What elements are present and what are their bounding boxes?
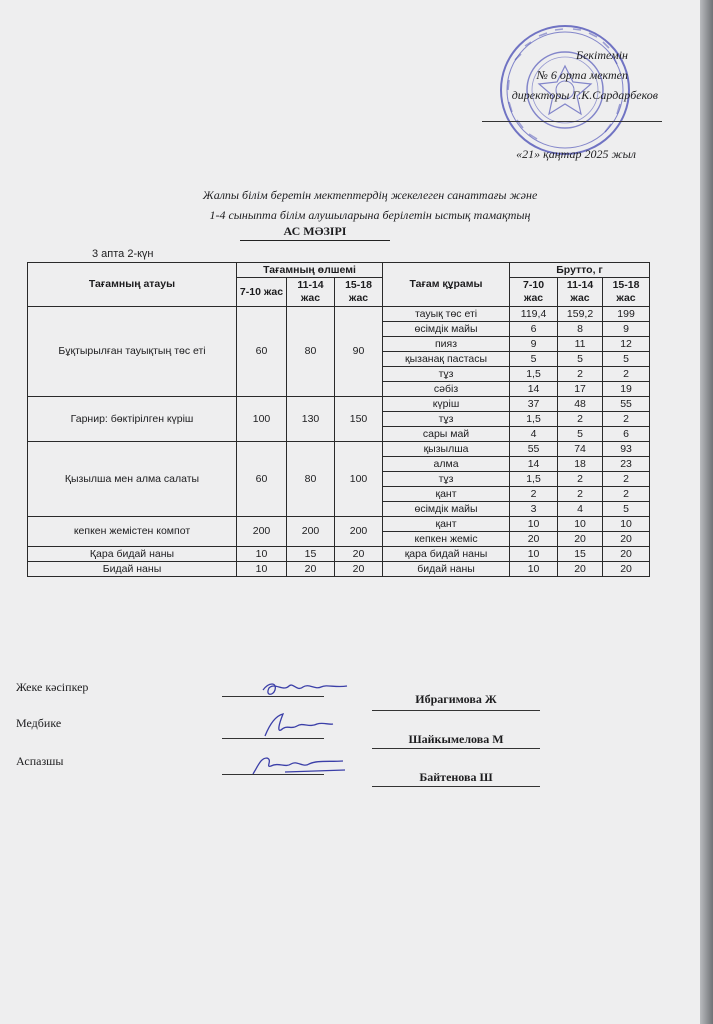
portion-11-14-cell: 130: [287, 397, 335, 442]
gross-11-14-cell: 8: [558, 322, 603, 337]
ingredient-cell: тұз: [383, 472, 510, 487]
gross-15-18-cell: 55: [603, 397, 650, 412]
gross-7-10-cell: 119,4: [510, 307, 558, 322]
handwritten-signature-1: [225, 678, 350, 702]
ingredient-cell: пияз: [383, 337, 510, 352]
gross-11-14-cell: 74: [558, 442, 603, 457]
header-gross-age-11-14: 11-14 жас: [558, 278, 603, 307]
gross-15-18-cell: 93: [603, 442, 650, 457]
signature-name-cook: Байтенова Ш: [419, 770, 493, 784]
gross-15-18-cell: 20: [603, 562, 650, 577]
gross-15-18-cell: 2: [603, 367, 650, 382]
signature-line-2: [222, 738, 324, 739]
gross-11-14-cell: 48: [558, 397, 603, 412]
ingredient-cell: күріш: [383, 397, 510, 412]
portion-11-14-cell: 80: [287, 442, 335, 517]
gross-15-18-cell: 199: [603, 307, 650, 322]
dish-name-cell: Бұқтырылған тауықтың төс еті: [28, 307, 237, 397]
ingredient-cell: тұз: [383, 367, 510, 382]
gross-7-10-cell: 10: [510, 547, 558, 562]
gross-11-14-cell: 2: [558, 412, 603, 427]
gross-11-14-cell: 20: [558, 532, 603, 547]
signature-role-cook: Аспазшы: [16, 754, 64, 768]
portion-15-18-cell: 150: [335, 397, 383, 442]
ingredient-cell: өсімдік майы: [383, 322, 510, 337]
portion-15-18-cell: 100: [335, 442, 383, 517]
gross-7-10-cell: 1,5: [510, 472, 558, 487]
ingredient-cell: қызылша: [383, 442, 510, 457]
gross-15-18-cell: 23: [603, 457, 650, 472]
ingredient-cell: өсімдік майы: [383, 502, 510, 517]
portion-11-14-cell: 20: [287, 562, 335, 577]
header-age-11-14: 11-14 жас: [287, 278, 335, 307]
gross-11-14-cell: 5: [558, 352, 603, 367]
menu-table-body: [28, 307, 650, 577]
gross-15-18-cell: 9: [603, 322, 650, 337]
gross-15-18-cell: 2: [603, 472, 650, 487]
gross-7-10-cell: 10: [510, 562, 558, 577]
menu-table: [27, 262, 650, 577]
approval-school: № 6 орта мектеп: [536, 68, 628, 82]
handwritten-signature-3: [225, 752, 350, 780]
gross-11-14-cell: 15: [558, 547, 603, 562]
ingredient-cell: бидай наны: [383, 562, 510, 577]
ingredient-cell: кепкен жеміс: [383, 532, 510, 547]
table-row: [28, 307, 650, 322]
ingredient-cell: қызанақ пастасы: [383, 352, 510, 367]
portion-7-10-cell: 10: [237, 562, 287, 577]
portion-7-10-cell: 10: [237, 547, 287, 562]
signature-line-1: [222, 696, 324, 697]
header-gross-age-15-18: 15-18 жас: [603, 278, 650, 307]
gross-11-14-cell: 18: [558, 457, 603, 472]
gross-15-18-cell: 20: [603, 547, 650, 562]
heading-line-2: 1-4 сыныпта білім алушыларына берілетін ыстық тамақтың: [209, 208, 531, 222]
dish-name-cell: кепкен жемістен компот: [28, 517, 237, 547]
heading-line-1: Жалпы білім беретін мектептердің жекелеген санаттағы және: [202, 188, 538, 202]
gross-15-18-cell: 2: [603, 487, 650, 502]
gross-7-10-cell: 1,5: [510, 412, 558, 427]
header-composition: Тағам құрамы: [383, 263, 510, 307]
gross-7-10-cell: 1,5: [510, 367, 558, 382]
ingredient-cell: алма: [383, 457, 510, 472]
gross-7-10-cell: 5: [510, 352, 558, 367]
portion-15-18-cell: 90: [335, 307, 383, 397]
gross-7-10-cell: 37: [510, 397, 558, 412]
week-day-label: 3 апта 2-күн: [92, 248, 154, 260]
portion-11-14-cell: 80: [287, 307, 335, 397]
gross-7-10-cell: 6: [510, 322, 558, 337]
gross-11-14-cell: 20: [558, 562, 603, 577]
gross-11-14-cell: 11: [558, 337, 603, 352]
document-title: АС МӘЗІРІ: [240, 224, 390, 241]
gross-15-18-cell: 5: [603, 502, 650, 517]
gross-11-14-cell: 10: [558, 517, 603, 532]
approval-signature-line: [482, 121, 662, 122]
handwritten-signature-2: [225, 710, 335, 740]
gross-7-10-cell: 55: [510, 442, 558, 457]
ingredient-cell: тауық төс еті: [383, 307, 510, 322]
portion-11-14-cell: 200: [287, 517, 335, 547]
gross-11-14-cell: 5: [558, 427, 603, 442]
photo-background-edge: [700, 0, 713, 1024]
header-age-15-18: 15-18 жас: [335, 278, 383, 307]
portion-7-10-cell: 200: [237, 517, 287, 547]
approval-date: «21» қаңтар 2025 жыл: [516, 147, 636, 161]
ingredient-cell: қара бидай наны: [383, 547, 510, 562]
gross-11-14-cell: 4: [558, 502, 603, 517]
dish-name-cell: Қара бидай наны: [28, 547, 237, 562]
gross-7-10-cell: 14: [510, 382, 558, 397]
gross-7-10-cell: 9: [510, 337, 558, 352]
header-dish-name: Тағамның атауы: [28, 263, 237, 307]
signature-name-line-1: [372, 710, 540, 711]
table-row: [28, 562, 650, 577]
gross-7-10-cell: 14: [510, 457, 558, 472]
gross-7-10-cell: 3: [510, 502, 558, 517]
portion-11-14-cell: 15: [287, 547, 335, 562]
ingredient-cell: сәбіз: [383, 382, 510, 397]
table-row: [28, 517, 650, 532]
gross-11-14-cell: 17: [558, 382, 603, 397]
gross-15-18-cell: 20: [603, 532, 650, 547]
signature-role-nurse: Медбике: [16, 716, 62, 730]
signature-name-nurse: Шайкымелова М: [408, 732, 504, 746]
gross-15-18-cell: 2: [603, 412, 650, 427]
table-row: [28, 397, 650, 412]
signature-name-entrepreneur: Ибрагимова Ж: [415, 692, 497, 706]
portion-15-18-cell: 20: [335, 547, 383, 562]
gross-11-14-cell: 2: [558, 487, 603, 502]
portion-15-18-cell: 200: [335, 517, 383, 547]
table-row: [28, 442, 650, 457]
gross-15-18-cell: 10: [603, 517, 650, 532]
portion-15-18-cell: 20: [335, 562, 383, 577]
gross-15-18-cell: 12: [603, 337, 650, 352]
gross-11-14-cell: 2: [558, 472, 603, 487]
dish-name-cell: Гарнир: бөктірілген күріш: [28, 397, 237, 442]
portion-7-10-cell: 60: [237, 307, 287, 397]
portion-7-10-cell: 100: [237, 397, 287, 442]
gross-7-10-cell: 10: [510, 517, 558, 532]
gross-7-10-cell: 4: [510, 427, 558, 442]
signature-role-entrepreneur: Жеке кәсіпкер: [16, 680, 89, 694]
gross-15-18-cell: 5: [603, 352, 650, 367]
approval-director: директоры Г.К.Сардарбеков: [511, 88, 658, 102]
header-gross-age-7-10: 7-10 жас: [510, 278, 558, 307]
ingredient-cell: сары май: [383, 427, 510, 442]
gross-15-18-cell: 6: [603, 427, 650, 442]
signature-name-line-3: [372, 786, 540, 787]
signature-line-3: [222, 774, 324, 775]
gross-11-14-cell: 159,2: [558, 307, 603, 322]
header-age-7-10: 7-10 жас: [237, 278, 287, 307]
ingredient-cell: тұз: [383, 412, 510, 427]
dish-name-cell: Қызылша мен алма салаты: [28, 442, 237, 517]
gross-7-10-cell: 20: [510, 532, 558, 547]
gross-15-18-cell: 19: [603, 382, 650, 397]
table-row: [28, 547, 650, 562]
header-portion: Тағамның өлшемі: [237, 263, 383, 278]
portion-7-10-cell: 60: [237, 442, 287, 517]
ingredient-cell: қант: [383, 487, 510, 502]
approval-title: Бекітемін: [576, 48, 628, 62]
gross-11-14-cell: 2: [558, 367, 603, 382]
header-gross: Брутто, г: [510, 263, 650, 278]
ingredient-cell: қант: [383, 517, 510, 532]
dish-name-cell: Бидай наны: [28, 562, 237, 577]
gross-7-10-cell: 2: [510, 487, 558, 502]
signature-name-line-2: [372, 748, 540, 749]
